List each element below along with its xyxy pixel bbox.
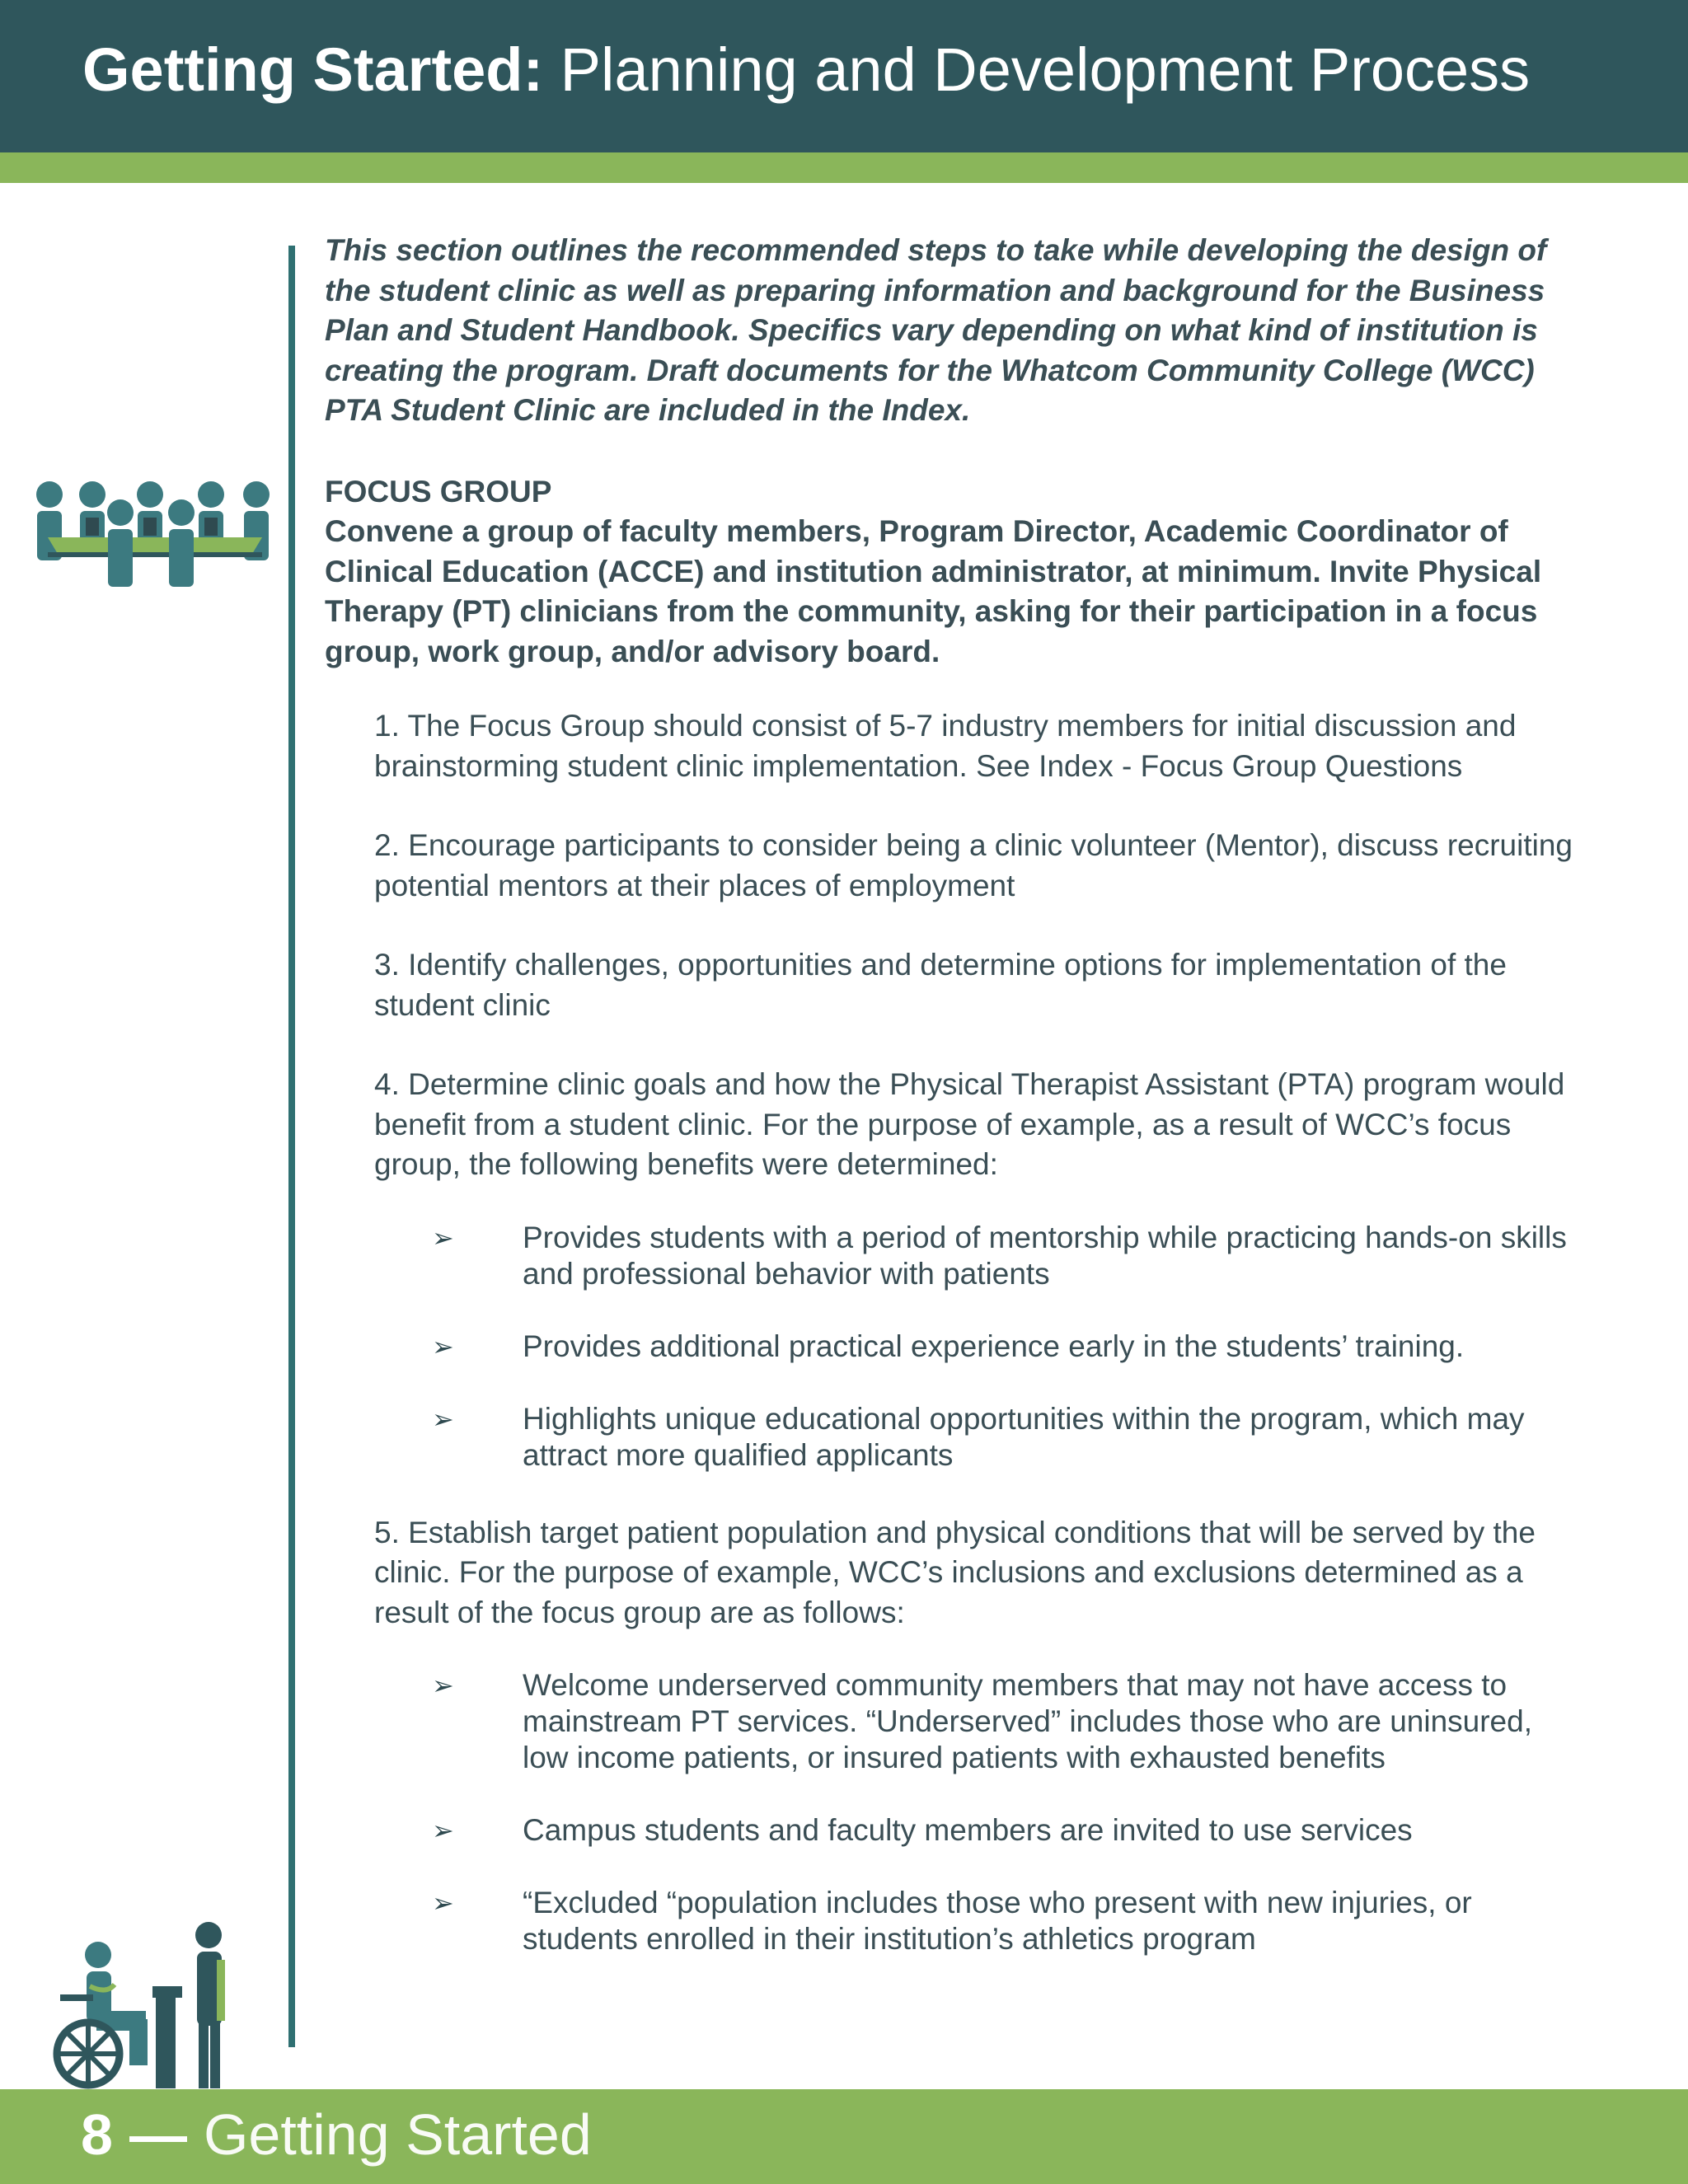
page-header bbox=[0, 0, 1688, 152]
step-text: 2. Encourage participants to consider being a clinic volunteer (Mentor), discuss recruiting potential mentors at their places of employment bbox=[374, 828, 1573, 902]
header-accent-stripe bbox=[0, 152, 1688, 183]
bullet-item bbox=[374, 1401, 1578, 1474]
meeting-group-icon bbox=[31, 478, 279, 593]
main-content bbox=[325, 231, 1578, 1997]
bullet-item bbox=[374, 1885, 1578, 1957]
arrow-bullet-icon: ➢ bbox=[432, 1403, 454, 1435]
step-item bbox=[374, 1513, 1578, 1958]
step-item bbox=[374, 706, 1578, 786]
bullet-item bbox=[374, 1812, 1578, 1849]
bullet-text: “Excluded “population includes those who present with new injuries, or students enrolled in their institution’s athletics program bbox=[523, 1886, 1472, 1956]
step-text: 4. Determine clinic goals and how the Physical Therapist Assistant (PTA) program would benefit from a student clinic. For the purpose of example, as a result of WCC’s focus group, the following benefits were determined: bbox=[374, 1067, 1565, 1181]
page-footer bbox=[0, 2089, 1688, 2184]
step-item bbox=[374, 1065, 1578, 1474]
wheelchair-clinic-icon bbox=[45, 1920, 243, 2093]
focus-group-heading: FOCUS GROUP bbox=[325, 474, 552, 509]
step-text: 3. Identify challenges, opportunities and determine options for implementation of the student clinic bbox=[374, 948, 1507, 1022]
arrow-bullet-icon: ➢ bbox=[432, 1815, 454, 1846]
bullet-text: Provides students with a period of mentorship while practicing hands-on skills and professional behavior with patients bbox=[523, 1220, 1567, 1291]
population-list bbox=[374, 1667, 1578, 1957]
page-number: 8 bbox=[81, 2102, 113, 2167]
footer-text bbox=[81, 2097, 592, 2172]
bullet-item bbox=[374, 1329, 1578, 1365]
footer-section-name: Getting Started bbox=[203, 2102, 592, 2167]
step-item bbox=[374, 945, 1578, 1025]
bullet-item bbox=[374, 1667, 1578, 1776]
footer-dash: — bbox=[129, 2102, 187, 2167]
step-text: 1. The Focus Group should consist of 5-7 industry members for initial discussion and brainstorming student clinic implementation. See Index - Focus Group Questions bbox=[374, 709, 1517, 783]
arrow-bullet-icon: ➢ bbox=[432, 1887, 454, 1919]
benefit-list bbox=[374, 1220, 1578, 1474]
bullet-text: Campus students and faculty members are invited to use services bbox=[523, 1813, 1413, 1847]
vertical-rule bbox=[288, 246, 295, 2047]
arrow-bullet-icon: ➢ bbox=[432, 1670, 454, 1701]
page-title bbox=[82, 33, 1530, 107]
focus-group-description: Convene a group of faculty members, Program Director, Academic Coordinator of Clinical Education (ACCE) and institution administrator, at minimum. Invite Physical Therapy (PT) clinicians from the community, asking for their participation in a focus group, work group, and/or advisory board. bbox=[325, 514, 1542, 668]
bullet-text: Provides additional practical experience early in the students’ training. bbox=[523, 1329, 1465, 1363]
arrow-bullet-icon: ➢ bbox=[432, 1330, 454, 1362]
intro-paragraph: This section outlines the recommended steps to take while developing the design of the student clinic as well as preparing information and background for the Business Plan and Student Handbook. Specifics vary depending on what kind of institution is creating the program. Draft documents for the Whatcom Community College (WCC) PTA Student Clinic are included in the Index. bbox=[325, 233, 1547, 427]
page-title-bold: Getting Started: bbox=[82, 35, 544, 104]
bullet-item bbox=[374, 1220, 1578, 1292]
bullet-text: Welcome underserved community members that may not have access to mainstream PT services. “Underserved” includes those who are uninsured, low income patients, or insured patients with exhausted benefits bbox=[523, 1668, 1532, 1774]
step-text: 5. Establish target patient population and physical conditions that will be served by the clinic. For the purpose of example, WCC’s inclusions and exclusions determined as a result of the focus group are as follows: bbox=[374, 1515, 1536, 1629]
step-item bbox=[374, 826, 1578, 906]
arrow-bullet-icon: ➢ bbox=[432, 1221, 454, 1254]
step-list bbox=[374, 706, 1578, 1957]
page-title-rest: Planning and Development Process bbox=[543, 35, 1531, 104]
bullet-text: Highlights unique educational opportunities within the program, which may attract more qualified applicants bbox=[523, 1401, 1525, 1472]
